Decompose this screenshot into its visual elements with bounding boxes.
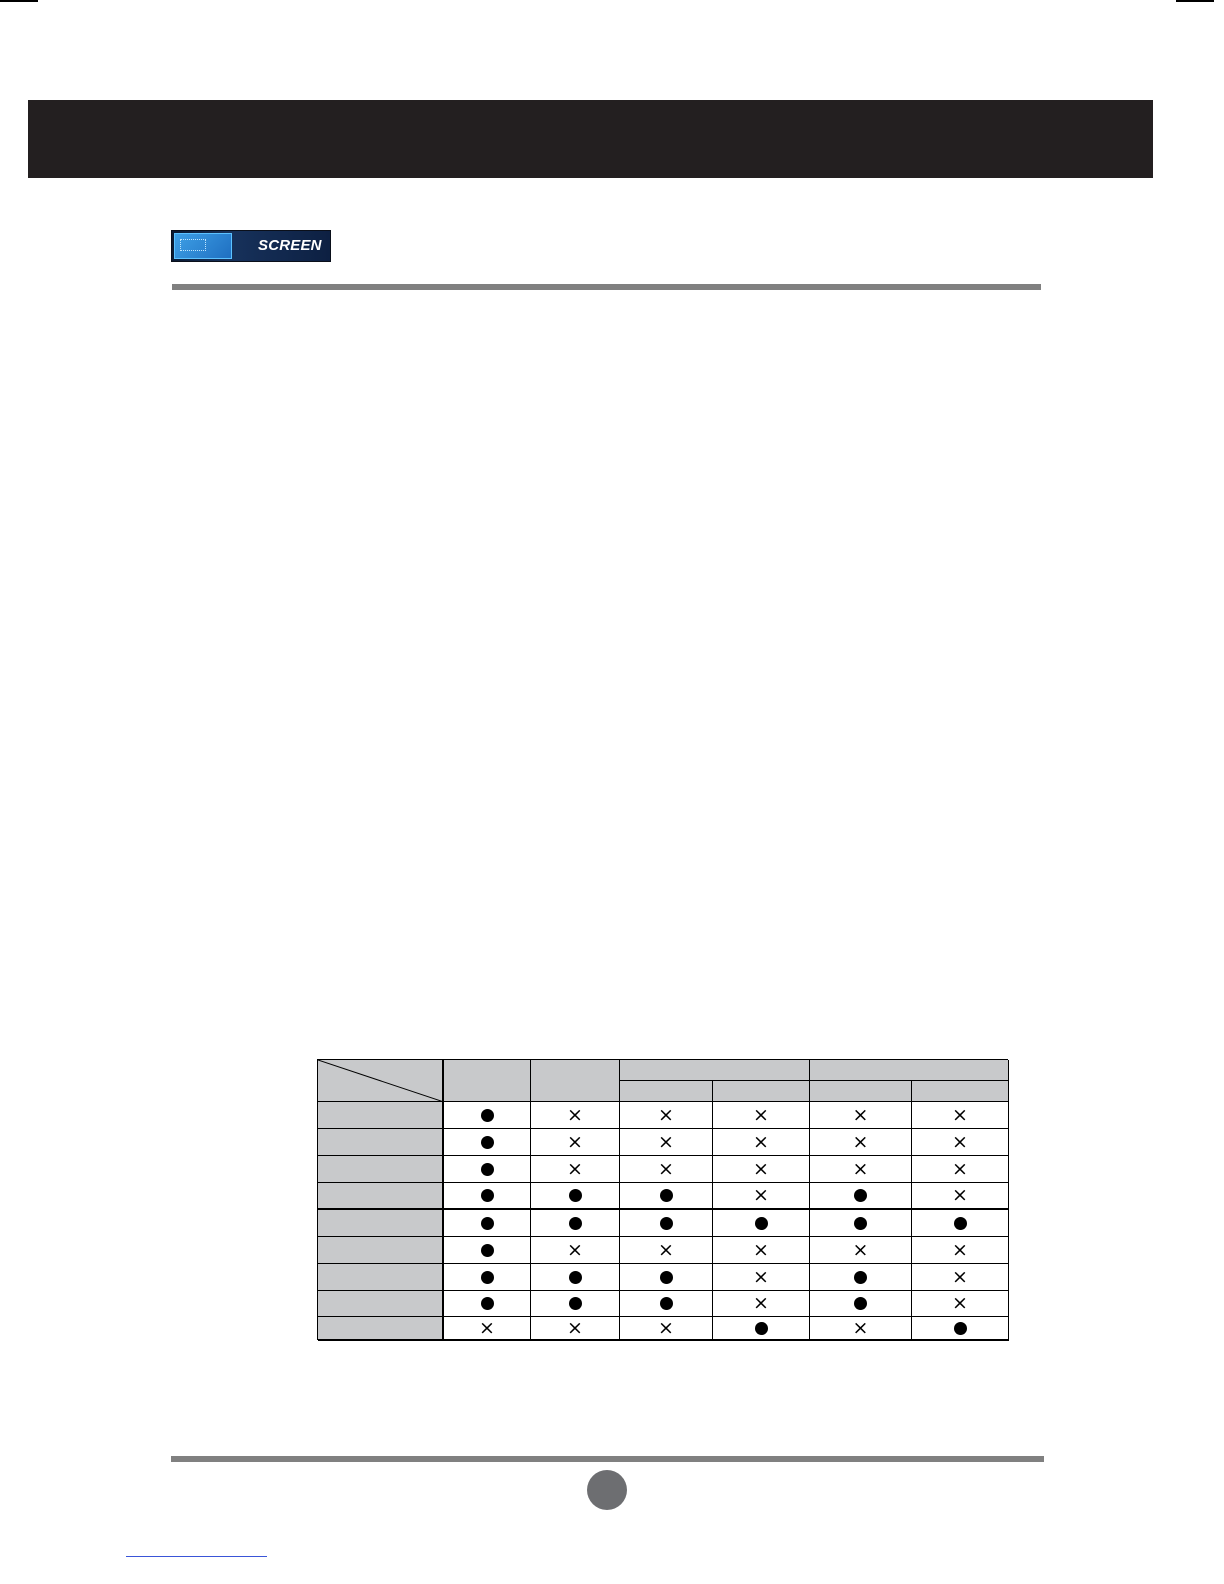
table-cell [444,1129,531,1156]
supported-dot-icon [569,1189,582,1202]
table-cell [810,1183,912,1210]
supported-dot-icon [569,1217,582,1230]
table-cell [810,1156,912,1183]
table-cell [713,1102,810,1129]
table-cell [713,1129,810,1156]
supported-dot-icon [481,1297,494,1310]
table-cell [912,1264,1009,1291]
unsupported-x-icon: × [753,1238,769,1261]
unsupported-x-icon: × [852,1103,869,1126]
table-cell [620,1129,713,1156]
unsupported-x-icon: × [567,1103,583,1126]
table-cell [810,1129,912,1156]
table-cell [620,1264,713,1291]
unsupported-x-icon: × [952,1130,968,1153]
column-group-header [620,1060,810,1081]
table-cell [444,1291,531,1317]
crop-mark-right [1176,0,1214,2]
row-label [318,1264,444,1291]
table-cell [912,1183,1009,1210]
unsupported-x-icon: × [952,1157,968,1180]
crop-mark-left [0,0,38,2]
row-label [318,1291,444,1317]
unsupported-x-icon: × [658,1238,674,1261]
unsupported-x-icon: × [852,1238,869,1261]
footer-link-underline[interactable] [126,1556,267,1558]
supported-dot-icon [481,1271,494,1284]
unsupported-x-icon: × [852,1316,869,1339]
bottom-divider [171,1456,1044,1462]
table-cell [531,1183,620,1210]
top-divider [172,284,1041,290]
table-cell [444,1264,531,1291]
supported-dot-icon [954,1322,967,1335]
unsupported-x-icon: × [753,1265,769,1288]
column-subheader [912,1081,1009,1102]
row-label [318,1210,444,1237]
table-cell [713,1210,810,1237]
supported-dot-icon [481,1189,494,1202]
table-cell [444,1102,531,1129]
table-cell [713,1237,810,1264]
table-cell [810,1102,912,1129]
table-cell [912,1129,1009,1156]
supported-dot-icon [954,1217,967,1230]
column-subheader [713,1081,810,1102]
table-cell [531,1264,620,1291]
unsupported-x-icon: × [479,1316,495,1339]
supported-dot-icon [481,1136,494,1149]
supported-dot-icon [481,1163,494,1176]
unsupported-x-icon: × [567,1130,583,1153]
unsupported-x-icon: × [852,1130,869,1153]
supported-dot-icon [660,1189,673,1202]
unsupported-x-icon: × [952,1265,968,1288]
table-cell [620,1210,713,1237]
table-corner-cell [318,1060,444,1102]
table-cell [531,1237,620,1264]
chapter-header-bar [28,100,1153,178]
unsupported-x-icon: × [658,1157,674,1180]
table-cell [531,1291,620,1317]
row-label [318,1156,444,1183]
supported-dot-icon [660,1271,673,1284]
unsupported-x-icon: × [658,1130,674,1153]
table-cell [531,1129,620,1156]
row-label [318,1237,444,1264]
section-label: SCREEN [258,237,322,254]
unsupported-x-icon: × [753,1292,769,1314]
unsupported-x-icon: × [952,1292,968,1314]
row-label [318,1317,444,1341]
table-cell [620,1237,713,1264]
supported-dot-icon [569,1271,582,1284]
table-cell [713,1156,810,1183]
table-cell [620,1102,713,1129]
supported-dot-icon [660,1297,673,1310]
page-number-badge [587,1470,627,1510]
row-label [318,1102,444,1129]
table-cell [713,1317,810,1341]
supported-dot-icon [854,1217,867,1230]
supported-dot-icon [755,1217,768,1230]
column-header [444,1060,531,1102]
table-cell [531,1317,620,1341]
table-cell [912,1317,1009,1341]
row-label [318,1129,444,1156]
screen-section-tab [171,230,331,262]
table-cell [810,1237,912,1264]
row-label [318,1183,444,1210]
supported-dot-icon [854,1297,867,1310]
supported-dot-icon [481,1109,494,1122]
supported-dot-icon [854,1189,867,1202]
unsupported-x-icon: × [658,1316,674,1339]
screen-thumbnail-icon [174,233,232,259]
column-header [531,1060,620,1102]
table-cell [912,1156,1009,1183]
supported-dot-icon [854,1271,867,1284]
table-cell [912,1210,1009,1237]
unsupported-x-icon: × [952,1103,968,1126]
supported-dot-icon [481,1244,494,1257]
unsupported-x-icon: × [753,1103,769,1126]
unsupported-x-icon: × [567,1157,583,1180]
table-cell [620,1183,713,1210]
column-subheader [620,1081,713,1102]
table-cell [713,1183,810,1210]
table-cell [444,1317,531,1341]
table-cell [810,1210,912,1237]
supported-dot-icon [569,1297,582,1310]
column-subheader [810,1081,912,1102]
table-cell [531,1102,620,1129]
table-cell [620,1291,713,1317]
unsupported-x-icon: × [753,1184,769,1206]
unsupported-x-icon: × [567,1316,583,1339]
table-cell [531,1210,620,1237]
unsupported-x-icon: × [852,1157,869,1180]
table-cell [810,1264,912,1291]
table-cell [444,1237,531,1264]
table-cell [912,1237,1009,1264]
table-cell [620,1317,713,1341]
feature-table [317,1059,1008,1340]
unsupported-x-icon: × [567,1238,583,1261]
table-cell [444,1183,531,1210]
table-cell [713,1291,810,1317]
table-cell [444,1156,531,1183]
table-cell [620,1156,713,1183]
table-cell [713,1264,810,1291]
table-cell [531,1156,620,1183]
table-cell [810,1317,912,1341]
unsupported-x-icon: × [952,1238,968,1261]
supported-dot-icon [755,1322,768,1335]
unsupported-x-icon: × [753,1130,769,1153]
table-cell [912,1102,1009,1129]
corner-diagonal [318,1060,444,1102]
unsupported-x-icon: × [753,1157,769,1180]
unsupported-x-icon: × [952,1184,968,1206]
table-cell [810,1291,912,1317]
table-cell [912,1291,1009,1317]
table-cell [444,1210,531,1237]
unsupported-x-icon: × [658,1103,674,1126]
supported-dot-icon [660,1217,673,1230]
supported-dot-icon [481,1217,494,1230]
column-group-header [810,1060,1009,1081]
